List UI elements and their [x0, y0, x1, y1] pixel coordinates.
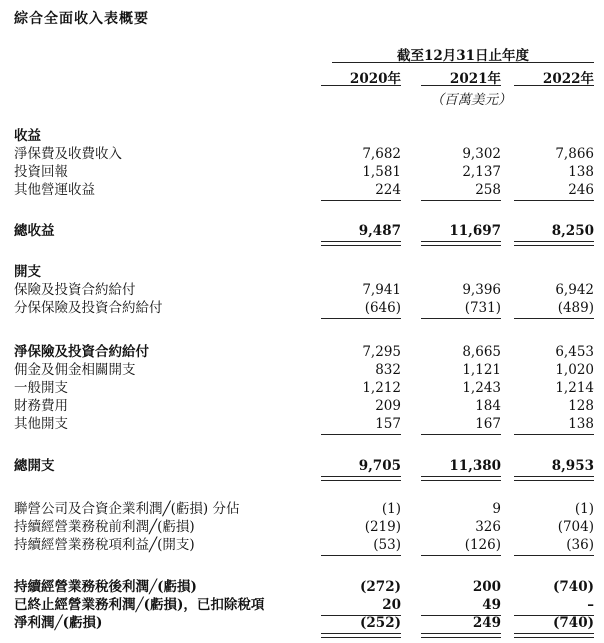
subtotal-rule	[321, 434, 401, 435]
subtotal-rule	[421, 555, 501, 556]
table-row	[0, 163, 604, 181]
value-2020: (646)	[364, 300, 401, 316]
table-row	[0, 518, 604, 536]
header-rule-top	[332, 62, 594, 63]
total-double-rule	[421, 633, 501, 638]
value-2021: 9,302	[462, 146, 501, 162]
row-label: 投資回報	[14, 164, 68, 180]
value-2020: 9,487	[358, 223, 401, 239]
value-2022: 246	[568, 182, 594, 198]
value-2022: 1,020	[555, 362, 594, 378]
row-label: 保險及投資合約給付	[14, 282, 136, 298]
value-2021: 9	[492, 501, 501, 517]
page-title: 綜合全面收入表概要	[14, 11, 149, 27]
value-2021: 11,697	[449, 223, 501, 239]
total-double-rule	[514, 241, 594, 246]
period-header: 截至12月31日止年度	[396, 48, 530, 64]
value-2020: 832	[375, 362, 401, 378]
row-label: 開支	[14, 264, 41, 280]
value-2020: 1,581	[362, 164, 401, 180]
header-rule-2022	[514, 85, 594, 86]
total-double-rule	[321, 476, 401, 481]
subtotal-rule	[514, 318, 594, 319]
section-heading-revenue	[0, 127, 604, 145]
row-label: 持續經營業務稅後利潤╱(虧損)	[14, 579, 197, 595]
subtotal-rule	[421, 200, 501, 201]
value-2022: 6,942	[555, 282, 594, 298]
table-row	[0, 500, 604, 518]
value-2022: (489)	[557, 300, 594, 316]
table-row	[0, 181, 604, 199]
value-2022: 6,453	[555, 344, 594, 360]
table-row	[0, 397, 604, 415]
row-label: 一般開支	[14, 380, 68, 396]
table-row	[0, 379, 604, 397]
subtotal-row-net-benefits	[0, 343, 604, 361]
row-label: 淨保險及投資合約給付	[14, 344, 149, 360]
row-label: 財務費用	[14, 398, 68, 414]
total-row-expenses	[0, 457, 604, 475]
value-2022: 1,214	[555, 380, 594, 396]
subtotal-rule	[421, 434, 501, 435]
row-label: 已終止經營業務利潤╱(虧損)，已扣除稅項	[14, 597, 265, 613]
total-double-rule	[421, 241, 501, 246]
table-row	[0, 596, 604, 614]
subtotal-rule	[421, 318, 501, 319]
value-2022: 7,866	[555, 146, 594, 162]
value-2020: 1,212	[362, 380, 401, 396]
table-row	[0, 299, 604, 317]
unit-label: （百萬美元）	[430, 92, 512, 108]
value-2021: 1,243	[462, 380, 501, 396]
value-2022: (704)	[557, 519, 594, 535]
year-header-2022: 2022年	[542, 71, 594, 87]
total-double-rule	[514, 633, 594, 638]
value-2020: 20	[382, 597, 401, 613]
value-2020: 9,705	[358, 458, 401, 474]
value-2020: 157	[375, 416, 401, 432]
value-2022: 138	[568, 416, 594, 432]
value-2020: 7,941	[362, 282, 401, 298]
table-row	[0, 578, 604, 596]
row-label: 佣金及佣金相關開支	[14, 362, 136, 378]
subtotal-rule	[321, 318, 401, 319]
total-double-rule	[514, 476, 594, 481]
value-2020: (53)	[373, 537, 401, 553]
value-2021: 326	[475, 519, 501, 535]
table-row	[0, 145, 604, 163]
year-header-2021: 2021年	[449, 71, 501, 87]
value-2021: 1,121	[462, 362, 501, 378]
total-double-rule	[321, 241, 401, 246]
value-2021: (126)	[464, 537, 501, 553]
value-2020: (1)	[381, 501, 401, 517]
row-label: 分保保險及投資合約給付	[14, 300, 163, 316]
row-label: 收益	[14, 128, 41, 144]
total-double-rule	[421, 476, 501, 481]
value-2022: –	[587, 597, 594, 613]
header-rule-2021	[421, 85, 501, 86]
total-double-rule	[321, 633, 401, 638]
row-label: 總開支	[14, 458, 55, 474]
table-row	[0, 361, 604, 379]
subtotal-rule	[514, 200, 594, 201]
value-2021: 49	[482, 597, 501, 613]
row-label: 其他營運收益	[14, 182, 95, 198]
total-row-revenue	[0, 222, 604, 240]
subtotal-rule	[514, 434, 594, 435]
row-label: 淨保費及收費收入	[14, 146, 122, 162]
value-2020: 7,295	[362, 344, 401, 360]
row-label: 淨利潤╱(虧損)	[14, 615, 103, 631]
value-2022: (740)	[553, 579, 594, 595]
value-2022: (36)	[566, 537, 594, 553]
row-label: 持續經營業務稅項利益╱(開支)	[14, 537, 195, 553]
value-2021: 2,137	[462, 164, 501, 180]
value-2020: (252)	[360, 615, 401, 631]
row-label: 持續經營業務稅前利潤╱(虧損)	[14, 519, 195, 535]
value-2020: 224	[375, 182, 401, 198]
value-2020: (272)	[360, 579, 401, 595]
value-2022: 128	[568, 398, 594, 414]
year-header-2020: 2020年	[349, 71, 401, 87]
value-2021: 9,396	[462, 282, 501, 298]
value-2021: 249	[472, 615, 501, 631]
value-2021: 200	[472, 579, 501, 595]
subtotal-rule	[321, 200, 401, 201]
value-2020: (219)	[364, 519, 401, 535]
section-heading-expenses	[0, 263, 604, 281]
value-2022: 8,953	[551, 458, 594, 474]
value-2022: (740)	[553, 615, 594, 631]
value-2021: 184	[475, 398, 501, 414]
value-2020: 209	[375, 398, 401, 414]
value-2022: 8,250	[551, 223, 594, 239]
value-2022: (1)	[574, 501, 594, 517]
row-label: 其他開支	[14, 416, 68, 432]
value-2022: 138	[568, 164, 594, 180]
header-rule-2020	[321, 85, 401, 86]
subtotal-rule	[321, 555, 401, 556]
value-2021: 8,665	[462, 344, 501, 360]
value-2020: 7,682	[362, 146, 401, 162]
table-row	[0, 281, 604, 299]
row-label: 總收益	[14, 223, 55, 239]
value-2021: 11,380	[449, 458, 501, 474]
value-2021: 167	[475, 416, 501, 432]
row-label: 聯營公司及合資企業利潤╱(虧損) 分佔	[14, 501, 240, 517]
table-row	[0, 536, 604, 554]
value-2021: 258	[475, 182, 501, 198]
value-2021: (731)	[464, 300, 501, 316]
subtotal-rule	[514, 555, 594, 556]
table-row	[0, 415, 604, 433]
total-row-net-profit	[0, 614, 604, 632]
